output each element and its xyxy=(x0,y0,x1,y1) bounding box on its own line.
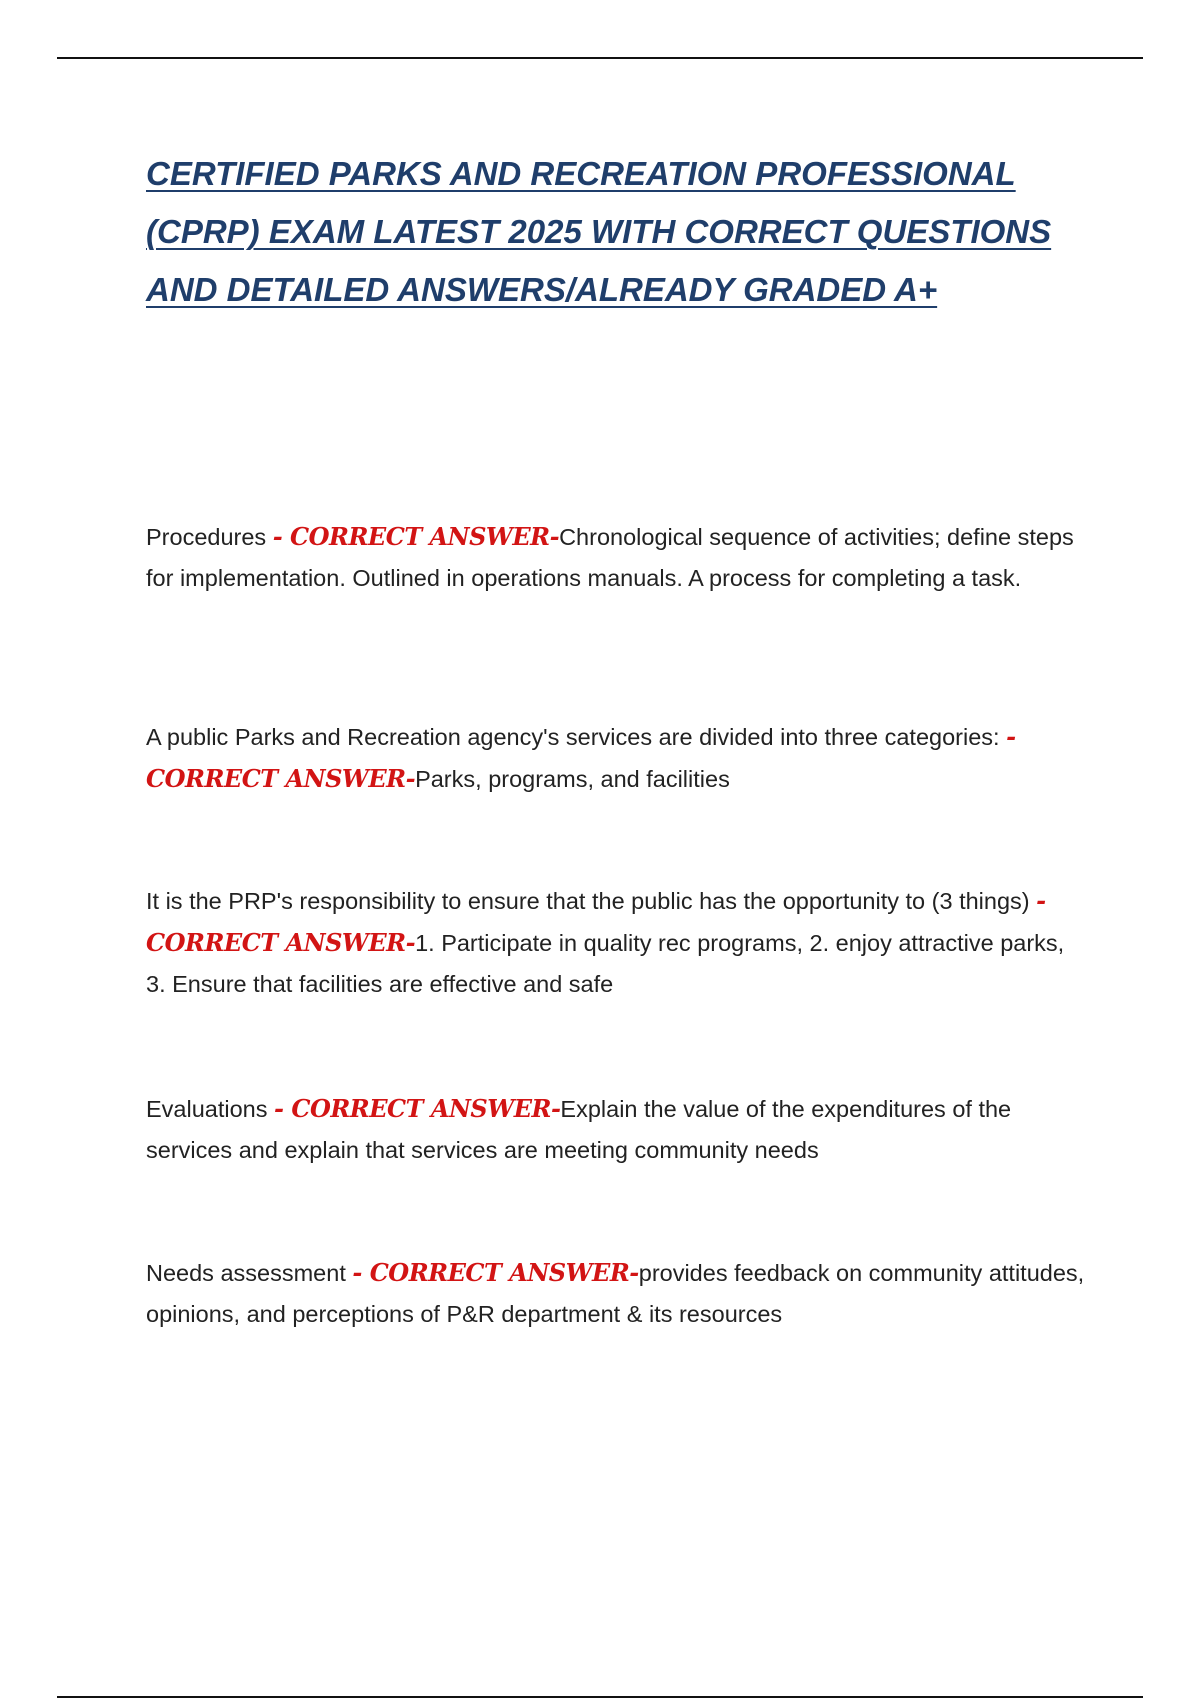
question-text: Needs assessment xyxy=(146,1260,353,1286)
correct-answer-marker: - CORRECT ANSWER- xyxy=(146,722,1016,793)
question-text: Procedures xyxy=(146,524,273,550)
qa-item-service-categories xyxy=(146,716,1086,800)
qa-item-prp-responsibility xyxy=(146,880,1086,1005)
qa-item-evaluations xyxy=(146,1088,1086,1171)
correct-answer-marker: - CORRECT ANSWER- xyxy=(146,886,1046,957)
answer-text: Parks, programs, and facilities xyxy=(415,766,730,792)
question-text: Evaluations xyxy=(146,1096,275,1122)
qa-item-needs-assessment xyxy=(146,1252,1086,1335)
question-text: A public Parks and Recreation agency's services are divided into three categories: xyxy=(146,724,1007,750)
answer-text: Chronological sequence of activities; define steps for implementation. Outlined in operations manuals. A process for completing a task. xyxy=(146,524,1074,591)
question-text: It is the PRP's responsibility to ensure that the public has the opportunity to (3 things) xyxy=(146,888,1037,914)
correct-answer-marker: - CORRECT ANSWER- xyxy=(352,1258,639,1287)
header-rule xyxy=(57,57,1143,59)
footer-rule xyxy=(57,1696,1143,1698)
answer-text: Explain the value of the expenditures of the services and explain that services are meeting community needs xyxy=(146,1096,1012,1163)
qa-item-procedures xyxy=(146,516,1086,599)
correct-answer-marker: - CORRECT ANSWER- xyxy=(274,1094,561,1123)
answer-text: provides feedback on community attitudes, opinions, and perceptions of P&R department & its resources xyxy=(146,1260,1085,1327)
answer-text: 1. Participate in quality rec programs, 2. enjoy attractive parks, 3. Ensure that facilities are effective and safe xyxy=(146,930,1065,997)
document-title: CERTIFIED PARKS AND RECREATION PROFESSIONAL (CPRP) EXAM LATEST 2025 WITH CORRECT QUESTIONS AND DETAILED ANSWERS/ALREADY GRADED A+ xyxy=(146,155,1052,308)
correct-answer-marker: - CORRECT ANSWER- xyxy=(272,522,560,551)
